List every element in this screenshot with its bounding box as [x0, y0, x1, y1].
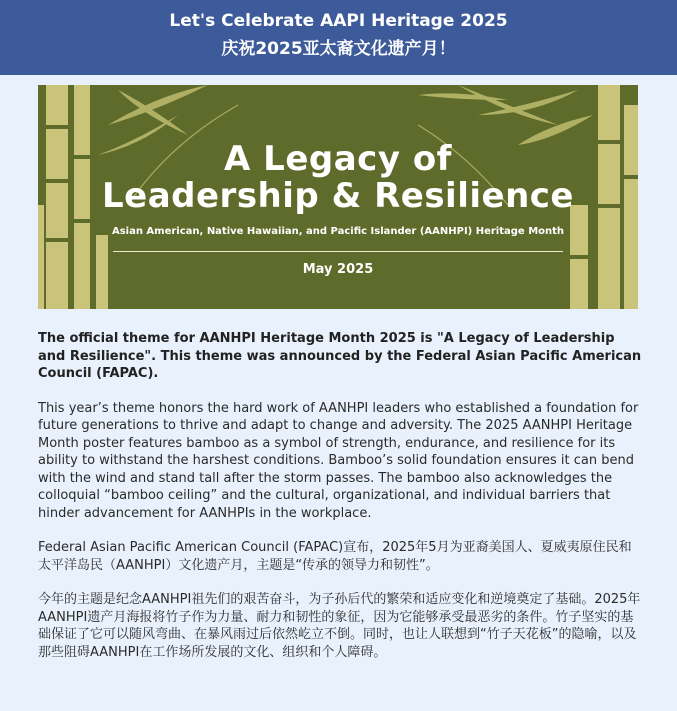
- article-body: [38, 330, 642, 678]
- banner-divider: [113, 251, 563, 252]
- chinese-description-paragraph: 今年的主题是纪念AANHPI祖先们的艰苦奋斗，为子孙后代的繁荣和适应变化和逆境奠定了基础。2025年AANHPI遗产月海报将竹子作为力量、耐力和韧性的象征，因为它能够承受最恶劣的条件。竹子坚实的基础保证了它可以随风弯曲、在暴风雨过后依然屹立不倒。同时，也让人联想到“竹子天花板”的隐喻，以及那些阻碍AANHPI在工作场所发展的文化、组织和个人障碍。: [38, 592, 641, 660]
- heritage-banner-image: [38, 85, 638, 309]
- banner-subtitle: Asian American, Native Hawaiian, and Pacific Islander (AANHPI) Heritage Month: [111, 226, 565, 237]
- banner-title-line2: Leadership & Resilience: [101, 176, 574, 216]
- banner-title-line1: A Legacy of: [224, 139, 452, 179]
- header-title-english: Let's Celebrate AAPI Heritage 2025: [169, 11, 508, 31]
- header-title-chinese: 庆祝2025亚太裔文化遗产月！: [221, 39, 456, 59]
- theme-description-paragraph: This year’s theme honors the hard work of AANHPI leaders who established a foundation for future generations to thrive and adapt to change and adversity. The 2025 AANHPI Heritage Month poster features bamboo as a symbol of strength, endurance, and resilience for its ability to withstand the harshest conditions. Bamboo’s solid foundation ensures it can bend with the wind and stand tall after the storm passes. The bamboo also acknowledges the colloquial “bamboo ceiling” and the cultural, organizational, and individual barriers that hinder advancement for AANHPIs in the workplace.: [38, 400, 639, 521]
- theme-intro-paragraph: The official theme for AANHPI Heritage Month 2025 is "A Legacy of Leadership and Resilience". This theme was announced by the Federal Asian Pacific American Council (FAPAC).: [38, 331, 642, 381]
- chinese-announcement-paragraph: Federal Asian Pacific American Council (FAPAC)宣布，2025年5月为亚裔美国人、夏威夷原住民和太平洋岛民（AANHPI）文化遗产月，主题是“传承的领导力和韧性”。: [38, 540, 632, 573]
- page-header: [0, 0, 677, 75]
- banner-date: May 2025: [302, 262, 374, 277]
